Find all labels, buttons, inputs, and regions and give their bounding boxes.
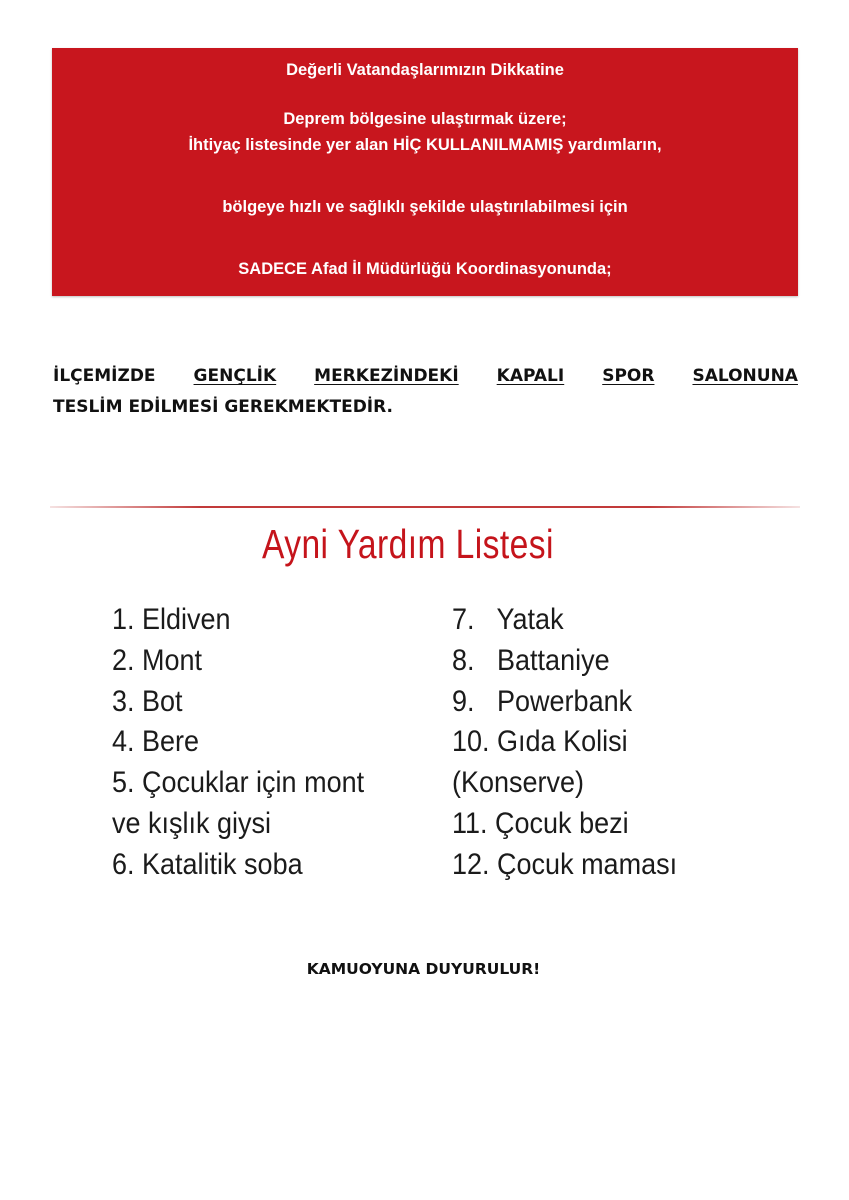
banner-line: Deprem bölgesine ulaştırmak üzere;	[283, 110, 567, 128]
list-item: (Konserve)	[452, 766, 585, 800]
closing-text: KAMUOYUNA DUYURULUR!	[306, 960, 541, 978]
list-item: 4. Bere	[112, 725, 200, 759]
notice-location-word: KAPALI	[496, 366, 565, 386]
aid-list-title: Ayni Yardım Listesi	[262, 521, 554, 567]
banner-line: İhtiyaç listesinde yer alan HİÇ KULLANILMAMIŞ yardımların,	[188, 136, 662, 154]
notice-location-word: SPOR	[602, 366, 655, 386]
notice-line-2: TESLİM EDİLMESİ GEREKMEKTEDİR.	[53, 397, 393, 417]
list-item: ve kışlık giysi	[112, 806, 272, 840]
announcement-banner	[52, 48, 798, 296]
list-item: 10. Gıda Kolisi	[452, 725, 628, 759]
banner-line: SADECE Afad İl Müdürlüğü Koordinasyonunda;	[238, 260, 612, 278]
banner-heading: Değerli Vatandaşlarımızın Dikkatine	[286, 61, 564, 79]
notice-prefix: İLÇEMİZDE	[53, 366, 156, 386]
list-item: 6. Katalitik soba	[112, 847, 303, 881]
list-item: 5. Çocuklar için mont	[112, 766, 365, 800]
list-item: 7. Yatak	[452, 603, 564, 636]
banner-line: bölgeye hızlı ve sağlıklı şekilde ulaştırılabilmesi için	[222, 198, 628, 216]
notice-location-word: MERKEZİNDEKİ	[314, 366, 459, 386]
delivery-notice	[53, 366, 798, 417]
list-item: 12. Çocuk maması	[452, 847, 678, 881]
list-item: 3. Bot	[112, 684, 183, 718]
list-item: 2. Mont	[112, 643, 203, 677]
list-item: 1. Eldiven	[112, 603, 231, 636]
section-divider	[50, 506, 800, 508]
notice-location-word: GENÇLİK	[193, 366, 277, 386]
notice-line-1	[53, 366, 798, 386]
aid-list-left-column	[112, 600, 364, 886]
notice-location-word: SALONUNA	[692, 366, 798, 386]
closing-statement	[0, 960, 849, 978]
list-item: 8. Battaniye	[452, 643, 610, 677]
aid-list-right-column	[452, 600, 677, 886]
list-item: 11. Çocuk bezi	[452, 806, 629, 840]
list-item: 9. Powerbank	[452, 684, 633, 718]
